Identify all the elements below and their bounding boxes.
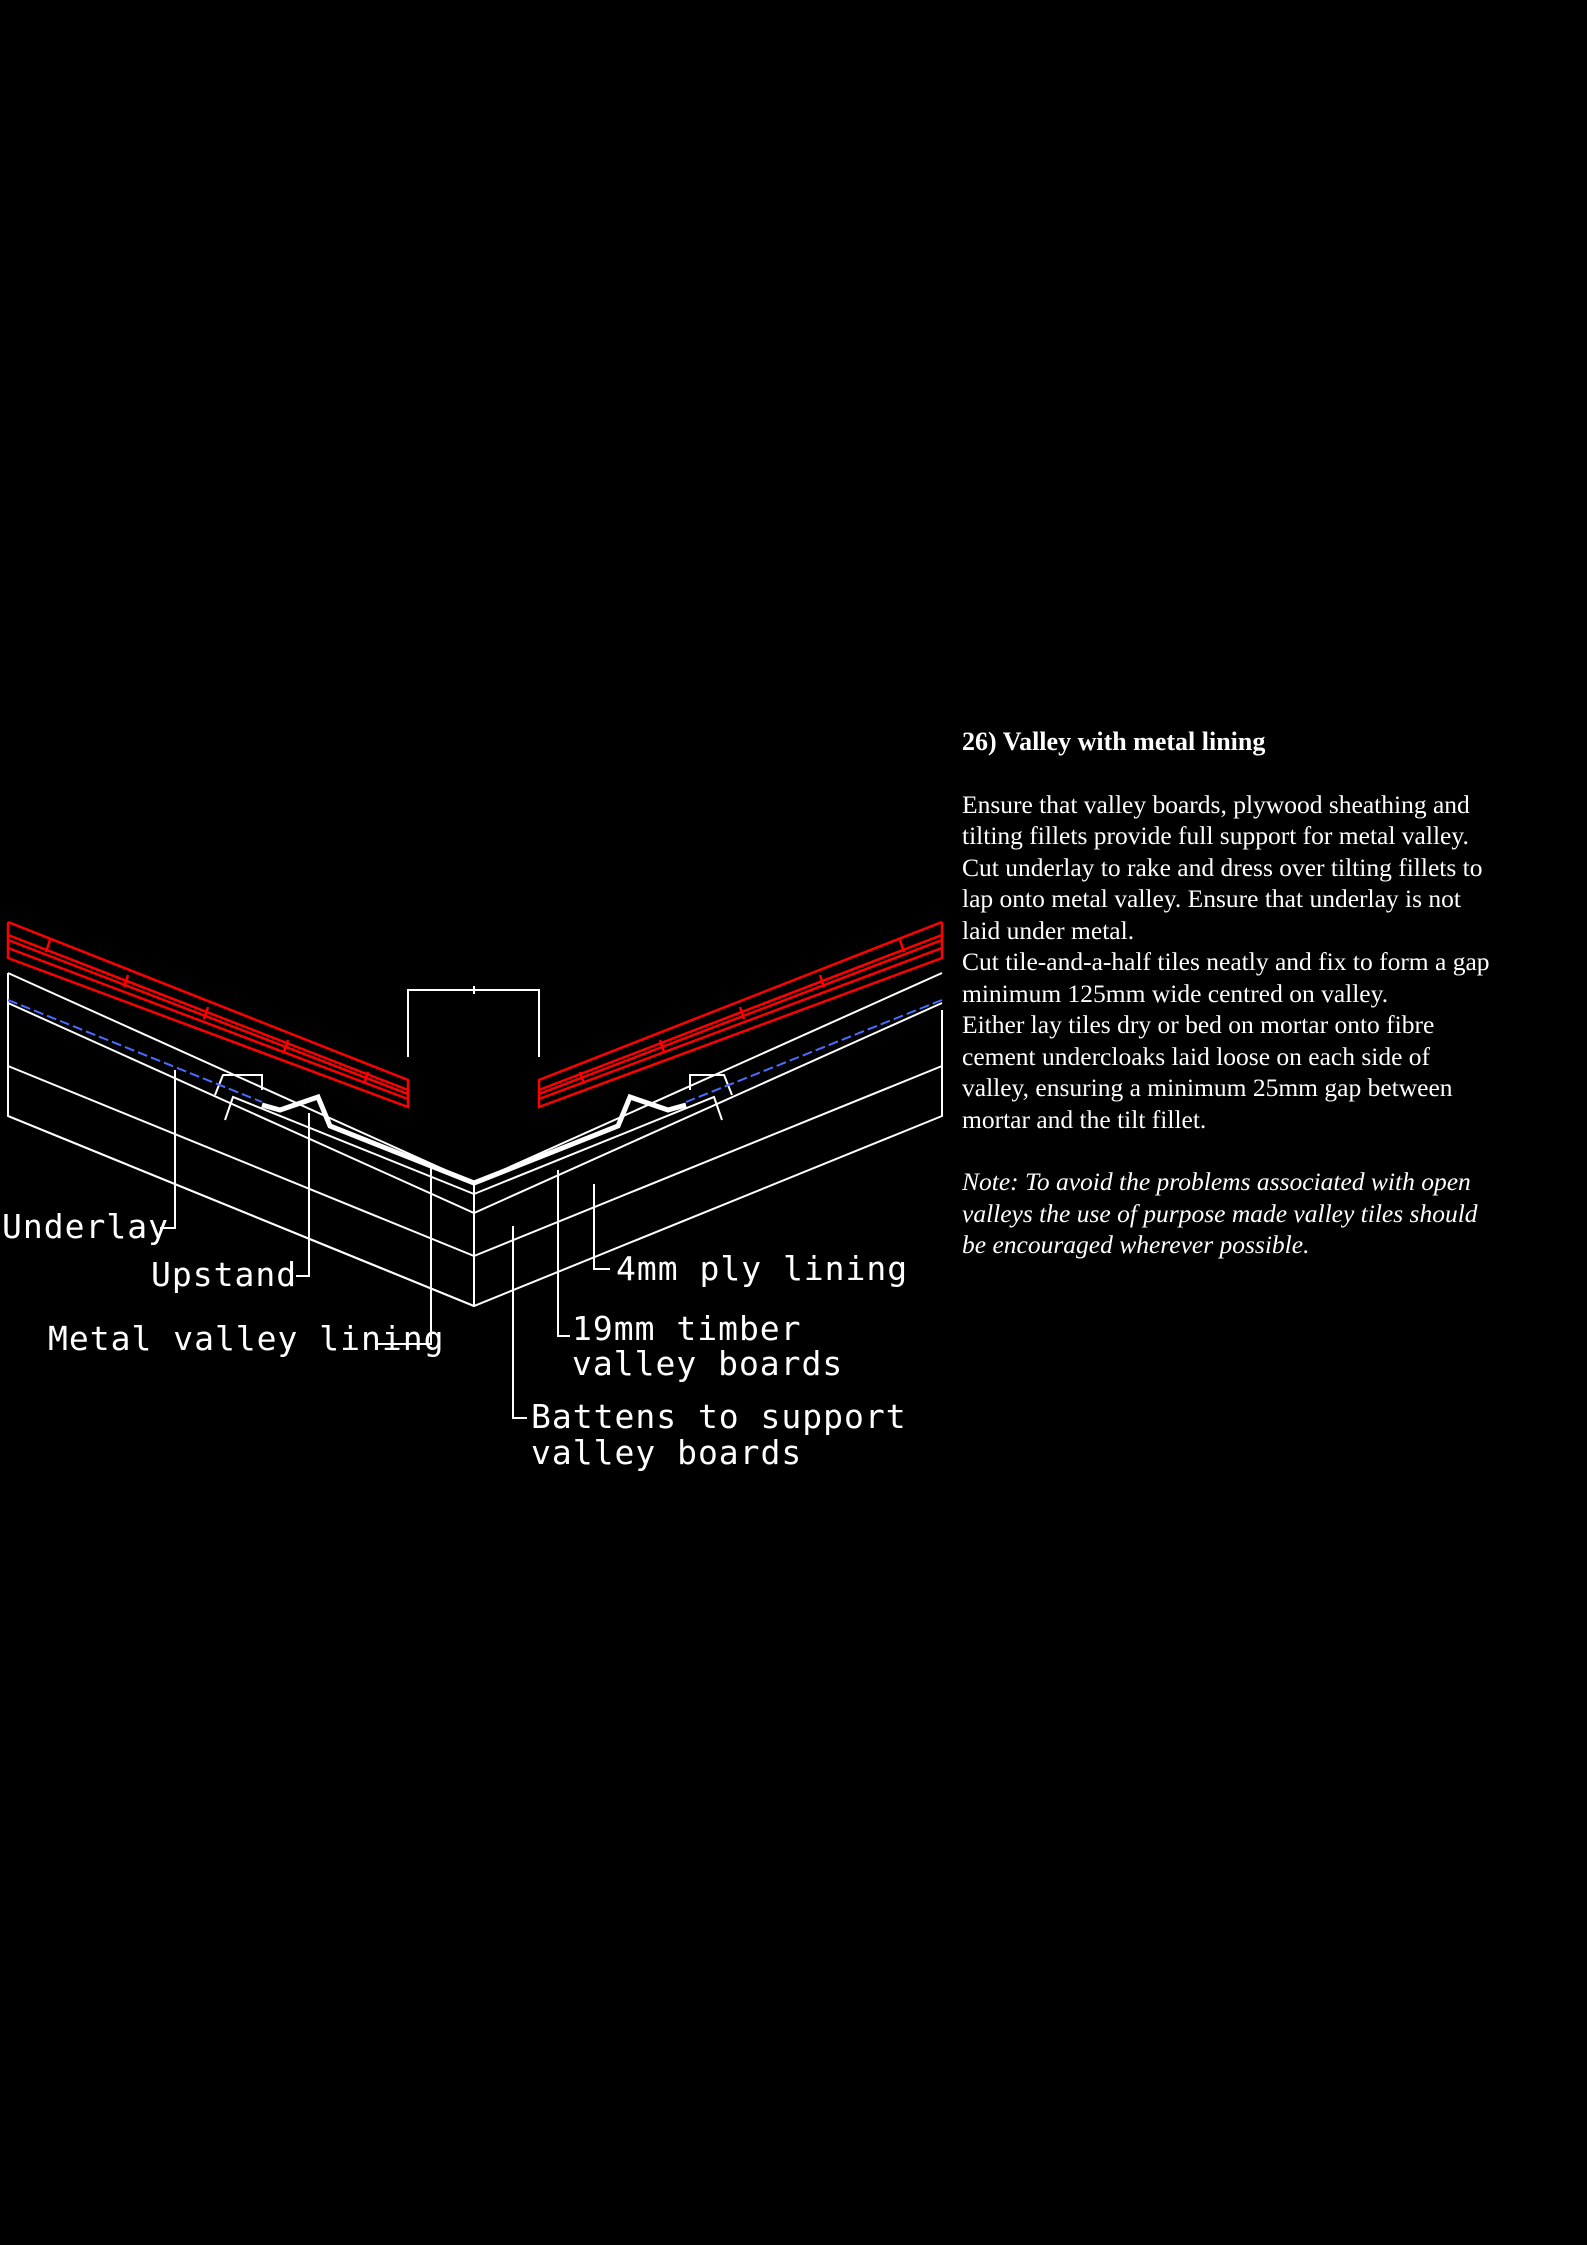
paragraph-tiles: Cut tile-and-a-half tiles neatly and fix to form a gap minimum 125mm wide centred on valley. [962, 947, 1490, 1008]
label-battens-1: Battens to support [531, 1397, 907, 1436]
valley-board-mid-right [474, 1066, 942, 1256]
label-timber-boards-2: valley boards [572, 1344, 844, 1383]
underlay-right [686, 1000, 942, 1102]
tiles-left-course-3 [8, 940, 408, 1094]
metal-valley-lining [262, 1097, 686, 1183]
tiles-right-course-3 [539, 940, 942, 1094]
gap-marker [408, 990, 539, 1057]
batten-left [225, 1097, 474, 1194]
label-battens-2: valley boards [531, 1433, 803, 1472]
label-underlay: Underlay [2, 1207, 169, 1246]
label-upstand: Upstand [151, 1255, 298, 1294]
note-text: Note: To avoid the problems associated with open valleys the use of purpose made valley tiles should be encouraged wherever possible. [962, 1167, 1478, 1259]
paragraph-underlay: Cut underlay to rake and dress over tilting fillets to lap onto metal valley. Ensure that underlay is not laid under metal. [962, 852, 1483, 945]
paragraph-mortar: Either lay tiles dry or bed on mortar onto fibre cement undercloaks laid loose on each side of valley, ensuring a minimum 25mm gap between mortar and the tilt fillet. [962, 1010, 1453, 1134]
label-timber-boards-1: 19mm timber [572, 1309, 802, 1348]
tiles-left-course-1 [8, 935, 408, 1090]
specification-text [962, 726, 1492, 1261]
leader-underlay [160, 1070, 175, 1228]
valley-ply-top [8, 973, 942, 1183]
leader-timber [558, 1170, 570, 1336]
paragraph-support: Ensure that valley boards, plywood sheathing and tilting fillets provide full support for metal valley. [962, 789, 1470, 850]
leader-battens [513, 1226, 527, 1418]
tiles-right-course-1 [539, 935, 942, 1090]
leader-metal-valley [376, 1166, 431, 1344]
label-metal-valley-lining: Metal valley lining [48, 1319, 445, 1358]
label-ply-lining: 4mm ply lining [616, 1249, 909, 1288]
page-title: 26) Valley with metal lining [962, 727, 1266, 756]
tilt-fillet-right [690, 1075, 732, 1095]
underlay-left [8, 1000, 262, 1102]
batten-right [474, 1097, 722, 1194]
